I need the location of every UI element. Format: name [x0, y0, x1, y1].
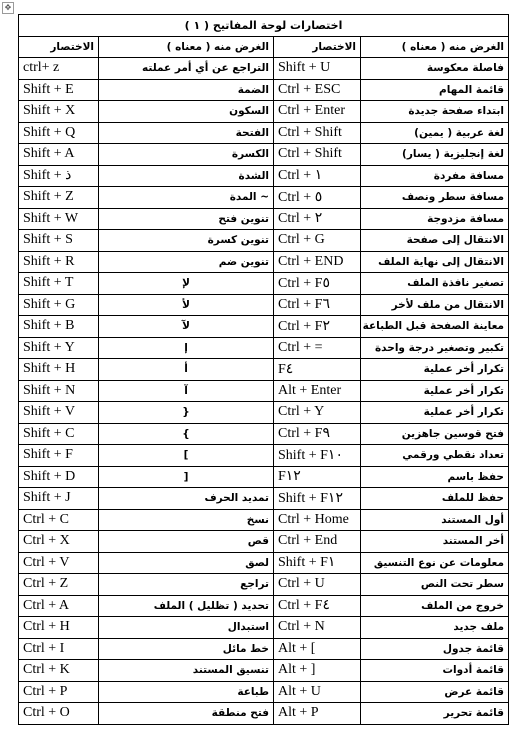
table-row — [19, 380, 509, 402]
table-row — [19, 251, 509, 273]
shortcut-left-cell: Shift + Y — [19, 337, 99, 359]
meaning-right-cell: أخر المستند — [361, 531, 509, 553]
shortcut-left-cell: Shift + S — [19, 230, 99, 252]
meaning-right-cell: الانتقال إلى صفحة — [361, 230, 509, 252]
table-row — [19, 294, 509, 316]
shortcut-left-cell: Shift + B — [19, 316, 99, 338]
shortcuts-table — [18, 14, 509, 725]
meaning-right-cell: لغة إنجليزية ( يسار) — [361, 144, 509, 166]
meaning-right-cell: خروج من الملف — [361, 595, 509, 617]
meaning-left-cell: ] — [99, 445, 274, 467]
meaning-left-cell: فتح منطقة — [99, 703, 274, 725]
table-row — [19, 208, 509, 230]
shortcut-right-cell: Shift + F١ — [274, 552, 361, 574]
shortcut-right-cell: Ctrl + ESC — [274, 79, 361, 101]
meaning-left-cell: ~ المدة — [99, 187, 274, 209]
meaning-right-cell: قائمة المهام — [361, 79, 509, 101]
shortcut-left-cell: Ctrl + P — [19, 681, 99, 703]
shortcut-right-cell: Ctrl + U — [274, 574, 361, 596]
meaning-left-cell: تنوين ضم — [99, 251, 274, 273]
meaning-left-cell: لصق — [99, 552, 274, 574]
table-move-handle-icon[interactable]: ✥ — [2, 2, 14, 14]
meaning-left-cell: [ — [99, 466, 274, 488]
shortcut-left-cell: Ctrl + X — [19, 531, 99, 553]
shortcut-left-cell: Shift + H — [19, 359, 99, 381]
table-row — [19, 187, 509, 209]
shortcut-right-cell: Ctrl + Y — [274, 402, 361, 424]
meaning-right-cell: ملف جديد — [361, 617, 509, 639]
shortcut-right-cell: Alt + P — [274, 703, 361, 725]
table-row — [19, 359, 509, 381]
meaning-left-cell: لأ — [99, 294, 274, 316]
shortcut-left-cell: Shift + A — [19, 144, 99, 166]
shortcut-right-cell: Shift + F١٠ — [274, 445, 361, 467]
shortcut-right-cell: Ctrl + F٩ — [274, 423, 361, 445]
meaning-right-cell: فتح قوسين جاهزين — [361, 423, 509, 445]
table-row — [19, 423, 509, 445]
meaning-left-cell: لآ — [99, 316, 274, 338]
meaning-right-cell: معاينة الصفحة قبل الطباعة — [361, 316, 509, 338]
meaning-right-cell: قائمة تحرير — [361, 703, 509, 725]
meaning-right-cell: تعداد نقطي ورقمي — [361, 445, 509, 467]
shortcut-right-cell: Ctrl + F٤ — [274, 595, 361, 617]
table-row — [19, 617, 509, 639]
shortcut-left-cell: Shift + J — [19, 488, 99, 510]
shortcut-right-cell: F١٢ — [274, 466, 361, 488]
shortcut-left-cell: Shift + F — [19, 445, 99, 467]
meaning-left-cell: الشدة — [99, 165, 274, 187]
shortcut-right-cell: Ctrl + ٥ — [274, 187, 361, 209]
meaning-left-cell: } — [99, 423, 274, 445]
shortcut-right-cell: Ctrl + N — [274, 617, 361, 639]
meaning-left-cell: آ — [99, 380, 274, 402]
shortcut-left-cell: Ctrl + C — [19, 509, 99, 531]
header-shortcut-left: الاختصار — [19, 36, 99, 58]
meaning-left-cell: تمديد الحرف — [99, 488, 274, 510]
meaning-right-cell: الانتقال إلى نهاية الملف — [361, 251, 509, 273]
header-meaning-left: الغرض منه ( معناه ) — [99, 36, 274, 58]
table-row — [19, 230, 509, 252]
table-row — [19, 122, 509, 144]
header-row — [19, 36, 509, 58]
shortcut-right-cell: Alt + U — [274, 681, 361, 703]
shortcut-left-cell: Shift + C — [19, 423, 99, 445]
shortcut-left-cell: Ctrl + H — [19, 617, 99, 639]
shortcut-left-cell: Shift + R — [19, 251, 99, 273]
meaning-left-cell: التراجع عن أي أمر عملته — [99, 58, 274, 80]
meaning-left-cell: استبدال — [99, 617, 274, 639]
meaning-left-cell: { — [99, 402, 274, 424]
meaning-left-cell: تنوين كسرة — [99, 230, 274, 252]
meaning-right-cell: الانتقال من ملف لأخر — [361, 294, 509, 316]
shortcut-right-cell: F٤ — [274, 359, 361, 381]
table-row — [19, 273, 509, 295]
meaning-left-cell: طباعة — [99, 681, 274, 703]
meaning-right-cell: سطر تحت النص — [361, 574, 509, 596]
table-row — [19, 402, 509, 424]
shortcut-left-cell: Shift + Q — [19, 122, 99, 144]
header-shortcut-right: الاختصار — [274, 36, 361, 58]
meaning-right-cell: تكرار أخر عملية — [361, 402, 509, 424]
shortcut-left-cell: Ctrl + I — [19, 638, 99, 660]
meaning-right-cell: معلومات عن نوع التنسيق — [361, 552, 509, 574]
table-row — [19, 79, 509, 101]
shortcut-right-cell: Ctrl + Enter — [274, 101, 361, 123]
meaning-right-cell: مسافة مزدوجة — [361, 208, 509, 230]
table-row — [19, 466, 509, 488]
shortcut-left-cell: Ctrl + V — [19, 552, 99, 574]
meaning-right-cell: مسافة سطر ونصف — [361, 187, 509, 209]
table-row — [19, 681, 509, 703]
table-row — [19, 531, 509, 553]
table-row — [19, 595, 509, 617]
shortcut-left-cell: Shift + G — [19, 294, 99, 316]
shortcut-right-cell: Alt + Enter — [274, 380, 361, 402]
table-row — [19, 58, 509, 80]
table-row — [19, 703, 509, 725]
meaning-right-cell: ابتداء صفحة جديدة — [361, 101, 509, 123]
table-row — [19, 337, 509, 359]
shortcut-right-cell: Alt + ] — [274, 660, 361, 682]
shortcut-left-cell: Shift + E — [19, 79, 99, 101]
shortcut-left-cell: Shift + V — [19, 402, 99, 424]
shortcut-left-cell: Shift + T — [19, 273, 99, 295]
meaning-left-cell: تنوين فتح — [99, 208, 274, 230]
title-row — [19, 15, 509, 37]
shortcut-right-cell: Ctrl + F٢ — [274, 316, 361, 338]
shortcut-left-cell: Shift + X — [19, 101, 99, 123]
meaning-left-cell: أ — [99, 359, 274, 381]
meaning-right-cell: قائمة جدول — [361, 638, 509, 660]
meaning-right-cell: تصغير نافذة الملف — [361, 273, 509, 295]
shortcut-right-cell: Ctrl + Shift — [274, 144, 361, 166]
shortcut-left-cell: Ctrl + Z — [19, 574, 99, 596]
shortcut-left-cell: Shift + D — [19, 466, 99, 488]
shortcut-left-cell: Ctrl + O — [19, 703, 99, 725]
meaning-left-cell: لإ — [99, 273, 274, 295]
meaning-right-cell: قائمة عرض — [361, 681, 509, 703]
meaning-right-cell: مسافة مفردة — [361, 165, 509, 187]
table-row — [19, 509, 509, 531]
shortcut-left-cell: Ctrl + A — [19, 595, 99, 617]
meaning-right-cell: لغة عربية ( يمين) — [361, 122, 509, 144]
table-row — [19, 101, 509, 123]
table-row — [19, 552, 509, 574]
table-title: اختصارات لوحة المفاتيح ( ١ ) — [19, 15, 509, 37]
shortcut-left-cell: ctrl+ z — [19, 58, 99, 80]
shortcut-right-cell: Ctrl + End — [274, 531, 361, 553]
shortcut-left-cell: Shift + N — [19, 380, 99, 402]
shortcut-left-cell: Shift + W — [19, 208, 99, 230]
shortcut-right-cell: Alt + [ — [274, 638, 361, 660]
meaning-left-cell: خط مائل — [99, 638, 274, 660]
shortcut-right-cell: Ctrl + = — [274, 337, 361, 359]
table-row — [19, 574, 509, 596]
shortcut-right-cell: Ctrl + END — [274, 251, 361, 273]
meaning-left-cell: نسخ — [99, 509, 274, 531]
shortcut-right-cell: Shift + U — [274, 58, 361, 80]
meaning-left-cell: الضمة — [99, 79, 274, 101]
shortcut-right-cell: Shift + F١٢ — [274, 488, 361, 510]
table-row — [19, 660, 509, 682]
shortcut-right-cell: Ctrl + Home — [274, 509, 361, 531]
table-row — [19, 165, 509, 187]
shortcut-left-cell: Shift + ذ — [19, 165, 99, 187]
meaning-right-cell: قائمة أدوات — [361, 660, 509, 682]
meaning-right-cell: تكرار أخر عملية — [361, 359, 509, 381]
shortcut-right-cell: Ctrl + ١ — [274, 165, 361, 187]
meaning-right-cell: حفظ للملف — [361, 488, 509, 510]
shortcut-right-cell: Ctrl + G — [274, 230, 361, 252]
meaning-left-cell: السكون — [99, 101, 274, 123]
meaning-left-cell: تحديد ( تظليل ) الملف — [99, 595, 274, 617]
meaning-left-cell: تراجع — [99, 574, 274, 596]
meaning-left-cell: قص — [99, 531, 274, 553]
meaning-right-cell: فاصلة معكوسة — [361, 58, 509, 80]
shortcut-left-cell: Shift + Z — [19, 187, 99, 209]
shortcut-right-cell: Ctrl + F٥ — [274, 273, 361, 295]
meaning-left-cell: إ — [99, 337, 274, 359]
table-row — [19, 638, 509, 660]
meaning-right-cell: تكبير وتصغير درجة واحدة — [361, 337, 509, 359]
shortcut-left-cell: Ctrl + K — [19, 660, 99, 682]
meaning-right-cell: أول المستند — [361, 509, 509, 531]
table-row — [19, 488, 509, 510]
meaning-right-cell: حفظ باسم — [361, 466, 509, 488]
table-row — [19, 445, 509, 467]
table-row — [19, 316, 509, 338]
shortcut-right-cell: Ctrl + ٢ — [274, 208, 361, 230]
table-row — [19, 144, 509, 166]
meaning-left-cell: الفتحة — [99, 122, 274, 144]
meaning-right-cell: تكرار أخر عملية — [361, 380, 509, 402]
header-meaning-right: الغرض منه ( معناه ) — [361, 36, 509, 58]
meaning-left-cell: الكسرة — [99, 144, 274, 166]
shortcut-right-cell: Ctrl + Shift — [274, 122, 361, 144]
meaning-left-cell: تنسيق المستند — [99, 660, 274, 682]
shortcut-right-cell: Ctrl + F٦ — [274, 294, 361, 316]
